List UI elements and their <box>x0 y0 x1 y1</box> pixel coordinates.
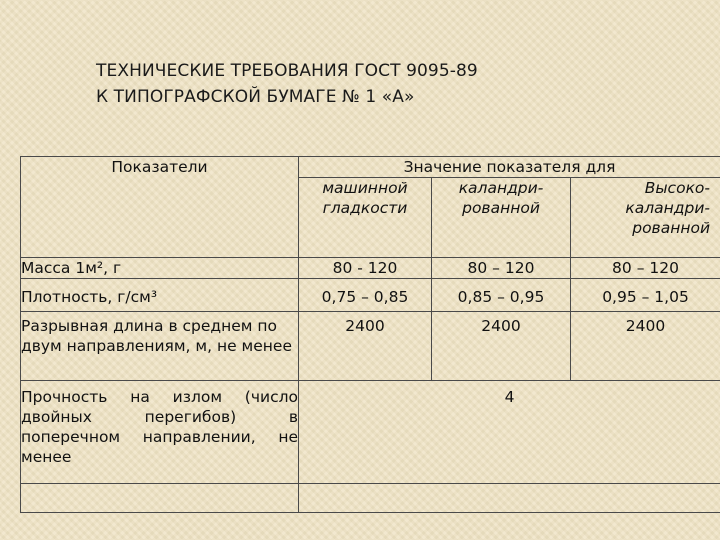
row-label: Разрывная длина в среднем по двум направлениям, м, не менее <box>21 312 299 381</box>
cell-value: 2400 <box>432 312 571 381</box>
table-header-row <box>21 157 720 178</box>
subheader-text: Высоко- <box>644 179 711 197</box>
subheader-supercalendered <box>571 178 720 258</box>
cell-value: 2400 <box>299 312 432 381</box>
table-row-empty <box>21 484 720 513</box>
subheader-text: каландри- <box>458 179 544 197</box>
cell-value: 2400 <box>571 312 720 381</box>
subheader-text: гладкости <box>322 199 408 217</box>
table-row <box>21 312 720 381</box>
requirements-table <box>20 156 720 513</box>
cell-value-merged: 4 <box>299 381 720 484</box>
table-row <box>21 258 720 279</box>
title-line-2: К ТИПОГРАФСКОЙ БУМАГЕ № 1 «А» <box>96 87 415 107</box>
cell-value: 0,85 – 0,95 <box>432 279 571 312</box>
subheader-text: машинной <box>322 179 408 197</box>
empty-cell <box>299 484 720 513</box>
slide-title <box>96 58 478 110</box>
empty-cell <box>21 484 299 513</box>
subheader-text: рованной <box>462 199 540 217</box>
header-indicators: Показатели <box>21 157 299 258</box>
subheader-calendered <box>432 178 571 258</box>
cell-value: 0,95 – 1,05 <box>571 279 720 312</box>
subheader-machine-smooth <box>299 178 432 258</box>
subheader-text: каландри- <box>625 199 711 217</box>
title-line-1: ТЕХНИЧЕСКИЕ ТРЕБОВАНИЯ ГОСТ 9095-89 <box>96 61 478 81</box>
cell-value: 80 – 120 <box>571 258 720 279</box>
row-label: Масса 1м², г <box>21 258 299 279</box>
header-value-group: Значение показателя для <box>299 157 720 178</box>
table-row <box>21 381 720 484</box>
row-label: Плотность, г/см³ <box>21 279 299 312</box>
cell-value: 80 – 120 <box>432 258 571 279</box>
cell-value: 0,75 – 0,85 <box>299 279 432 312</box>
table-row <box>21 279 720 312</box>
cell-value: 80 - 120 <box>299 258 432 279</box>
row-label: Прочность на излом (число двойных перегибов) в поперечном направлении, не менее <box>21 381 299 484</box>
subheader-text: рованной <box>632 219 711 237</box>
